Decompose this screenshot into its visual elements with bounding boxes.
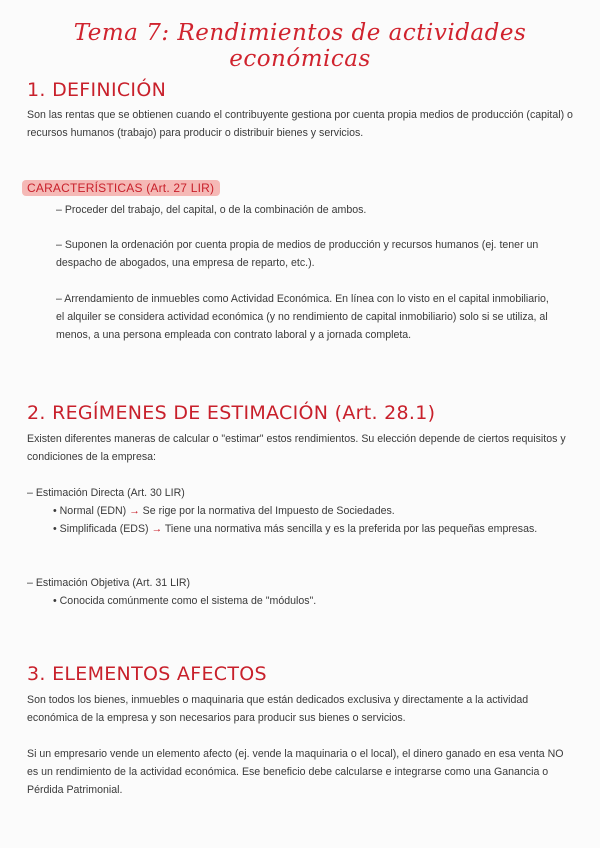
regimenes-paragraph: Existen diferentes maneras de calcular o "estimar" estos rendimientos. Su elección depende de ciertos requisitos y condiciones de la empresa:: [27, 433, 566, 463]
simplificada-label: • Simplificada (EDS): [53, 523, 149, 535]
normal-label: • Normal (EDN): [53, 505, 127, 517]
caracteristica-item: – Arrendamiento de inmuebles como Actividad Económica. En línea con lo visto en el capital inmobiliario, el alquiler se considera actividad económica (y no rendimiento de capital inmobiliario) solo si se utiliza, al menos, a una persona empleada con contrato laboral y a jornada completa.: [56, 293, 549, 341]
elementos-paragraph-1: Son todos los bienes, inmuebles o maquinaria que están dedicados exclusiva y directamente a la actividad económica de la empresa y son necesarios para producir sus bienes o servicios.: [27, 694, 529, 724]
estimacion-normal: [53, 502, 573, 520]
estimacion-directa: – Estimación Directa (Art. 30 LIR): [27, 487, 185, 499]
estimacion-objetiva: – Estimación Objetiva (Art. 31 LIR): [27, 577, 191, 589]
arrow-icon: →: [129, 505, 140, 517]
section-heading-regimenes: 2. REGÍMENES DE ESTIMACIÓN (Art. 28.1): [27, 402, 436, 424]
section-heading-elementos: 3. ELEMENTOS AFECTOS: [27, 663, 267, 685]
section-heading-definicion: 1. DEFINICIÓN: [27, 79, 167, 101]
arrow-icon: →: [151, 523, 163, 535]
normal-text: Se rige por la normativa del Impuesto de Sociedades.: [142, 505, 395, 517]
definicion-paragraph: Son las rentas que se obtienen cuando el contribuyente gestiona por cuenta propia medios de producción (capital) o recursos humanos (trabajo) para producir o distribuir bienes y servicios.: [27, 109, 573, 139]
caracteristica-item: – Proceder del trabajo, del capital, o de la combinación de ambos.: [56, 204, 367, 216]
caracteristicas-highlight: CARACTERÍSTICAS (Art. 27 LIR): [22, 180, 220, 196]
modulos-item: • Conocida comúnmente como el sistema de "módulos".: [53, 595, 317, 607]
caracteristica-item: – Suponen la ordenación por cuenta propia de medios de producción y recursos humanos (ej. tener un despacho de abogados, una empresa de reparto, etc.).: [56, 239, 539, 269]
simplificada-text: Tiene una normativa más sencilla y es la preferida por las pequeñas empresas.: [164, 523, 538, 535]
elementos-paragraph-2: Si un empresario vende un elemento afecto (ej. vende la maquinaria o el local), el dinero ganado en esa venta NO es un rendimiento de la actividad económica. Ese beneficio debe calcularse e integrarse como una Ganancia o Pérdida Patrimonial.: [27, 748, 564, 796]
estimacion-simplificada: [53, 520, 573, 538]
document-title: Tema 7: Rendimientos de actividades económicas: [73, 20, 527, 72]
